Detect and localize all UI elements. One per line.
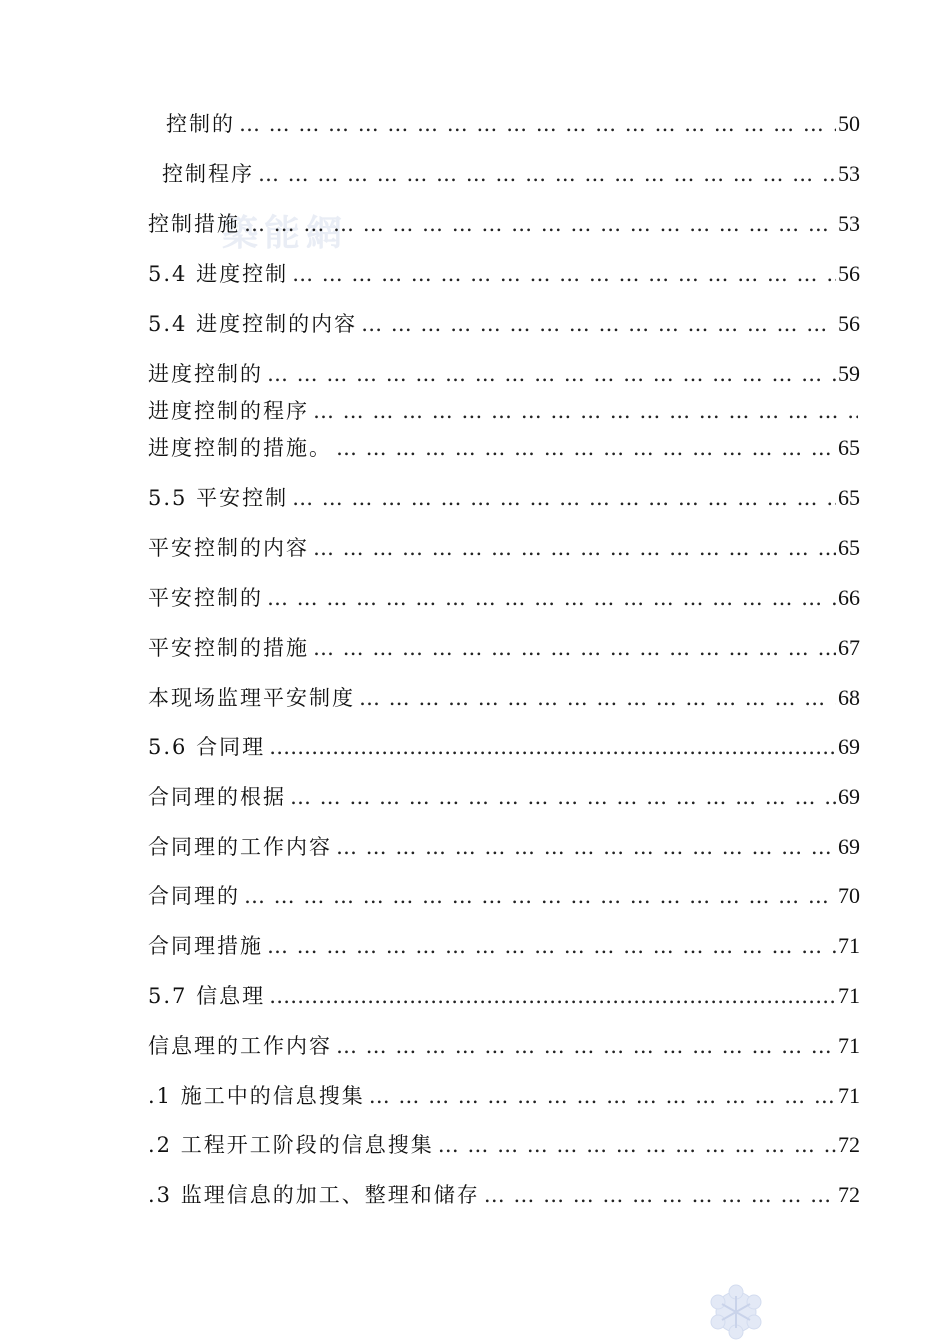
toc-leader xyxy=(313,395,858,427)
toc-entry-page: 56 xyxy=(838,311,860,336)
toc-entry-page: 70 xyxy=(838,883,860,908)
toc-entry[interactable] xyxy=(148,731,860,763)
toc-entry[interactable] xyxy=(148,831,860,863)
toc-leader xyxy=(438,1129,836,1161)
toc-leader xyxy=(244,208,836,240)
toc-entry-label: 控制的 xyxy=(166,112,235,136)
toc-entry-page: 65 xyxy=(838,535,860,560)
toc-leader xyxy=(292,258,836,290)
watermark-text: 築能網 xyxy=(222,212,349,254)
toc-entry-page: 72 xyxy=(838,1132,860,1157)
toc-leader xyxy=(239,108,836,140)
toc-leader xyxy=(267,582,836,614)
toc-entry-page: 72 xyxy=(838,1182,860,1207)
toc-leader xyxy=(361,308,836,340)
toc-entry-page: 71 xyxy=(838,1083,860,1108)
toc-entry-label: 信息理的工作内容 xyxy=(148,1034,332,1058)
toc-entry-label: 本现场监理平安制度 xyxy=(148,686,355,710)
toc-entry[interactable] xyxy=(148,1179,860,1211)
toc-entry-page: 59 xyxy=(838,361,860,386)
toc-leader xyxy=(369,1080,836,1112)
toc-entry[interactable] xyxy=(148,880,860,912)
toc-entry-page: 56 xyxy=(838,261,860,286)
toc-entry[interactable] xyxy=(148,158,860,190)
toc-leader xyxy=(359,682,836,714)
toc-entry[interactable] xyxy=(148,1129,860,1161)
toc-entry[interactable] xyxy=(148,930,860,962)
toc-entry-label: .2 工程开工阶段的信息搜集 xyxy=(148,1133,434,1157)
toc-entry-label: .1 施工中的信息搜集 xyxy=(148,1084,365,1108)
toc-leader xyxy=(267,930,836,962)
toc-entry[interactable] xyxy=(148,432,860,464)
toc-leader xyxy=(269,980,836,1012)
toc-entry-page: 68 xyxy=(838,685,860,710)
toc-leader xyxy=(484,1179,836,1211)
toc-entry[interactable] xyxy=(148,1080,860,1112)
toc-entry-label: 进度控制的措施。 xyxy=(148,436,332,460)
toc-entry-label: 合同理的根据 xyxy=(148,785,286,809)
toc-entry-page: 50 xyxy=(838,111,860,136)
toc-entry-label: 合同理的工作内容 xyxy=(148,835,332,859)
toc-entry-page: 71 xyxy=(838,983,860,1008)
toc-leader xyxy=(244,880,836,912)
toc-entry-label: 合同理措施 xyxy=(148,934,263,958)
toc-entry[interactable] xyxy=(148,532,860,564)
toc-entry[interactable] xyxy=(148,258,860,290)
toc-entry-label: 5.5 平安控制 xyxy=(148,486,289,510)
toc-entry-page: 53 xyxy=(838,211,860,236)
toc-entry-label: 控制措施 xyxy=(148,212,240,236)
toc-entry[interactable] xyxy=(148,781,860,813)
toc-leader xyxy=(269,731,836,763)
toc-entry-page: 65 xyxy=(838,435,860,460)
toc-entry-label: 平安控制的 xyxy=(148,586,263,610)
snowflake-logo-icon xyxy=(706,1284,766,1340)
toc-entry[interactable] xyxy=(148,632,860,664)
toc-leader xyxy=(336,1030,836,1062)
toc-leader xyxy=(313,532,836,564)
toc-entry[interactable] xyxy=(148,358,860,390)
toc-entry[interactable] xyxy=(148,980,860,1012)
toc-entry[interactable] xyxy=(148,395,860,427)
toc-entry-label: 5.6 合同理 xyxy=(148,735,266,759)
toc-entry-page: 69 xyxy=(838,784,860,809)
toc-entry-label: 5.7 信息理 xyxy=(148,984,266,1008)
toc-leader xyxy=(290,781,836,813)
toc-entry-page: 66 xyxy=(838,585,860,610)
toc-entry[interactable] xyxy=(148,582,860,614)
toc-leader xyxy=(267,358,836,390)
toc-entry-label: 平安控制的措施 xyxy=(148,636,309,660)
toc-entry[interactable] xyxy=(148,682,860,714)
toc-entry-label: 进度控制的 xyxy=(148,362,263,386)
toc-entry-label: 进度控制的程序 xyxy=(148,399,309,423)
toc-entry-label: 控制程序 xyxy=(162,162,254,186)
toc-entry-label: 平安控制的内容 xyxy=(148,536,309,560)
toc-entry[interactable] xyxy=(148,108,860,140)
toc-entry[interactable] xyxy=(148,1030,860,1062)
toc-entry-page: 71 xyxy=(838,1033,860,1058)
toc-entry[interactable] xyxy=(148,482,860,514)
toc-entry[interactable] xyxy=(148,208,860,240)
toc-leader xyxy=(336,432,836,464)
toc-leader xyxy=(336,831,836,863)
toc-leader xyxy=(258,158,836,190)
toc-leader xyxy=(292,482,836,514)
toc-entry-page: 67 xyxy=(838,635,860,660)
toc-entry-label: 5.4 进度控制 xyxy=(148,262,289,286)
toc-entry-label: .3 监理信息的加工、整理和储存 xyxy=(148,1183,480,1207)
toc-entry-page: 65 xyxy=(838,485,860,510)
toc-entry-page: 71 xyxy=(838,933,860,958)
toc-entry-label: 合同理的 xyxy=(148,884,240,908)
toc-entry-label: 5.4 进度控制的内容 xyxy=(148,312,358,336)
toc-entry-page: 53 xyxy=(838,161,860,186)
toc-leader xyxy=(313,632,836,664)
toc-entry[interactable] xyxy=(148,308,860,340)
toc-entry-page: 69 xyxy=(838,734,860,759)
toc-entry-page: 69 xyxy=(838,834,860,859)
